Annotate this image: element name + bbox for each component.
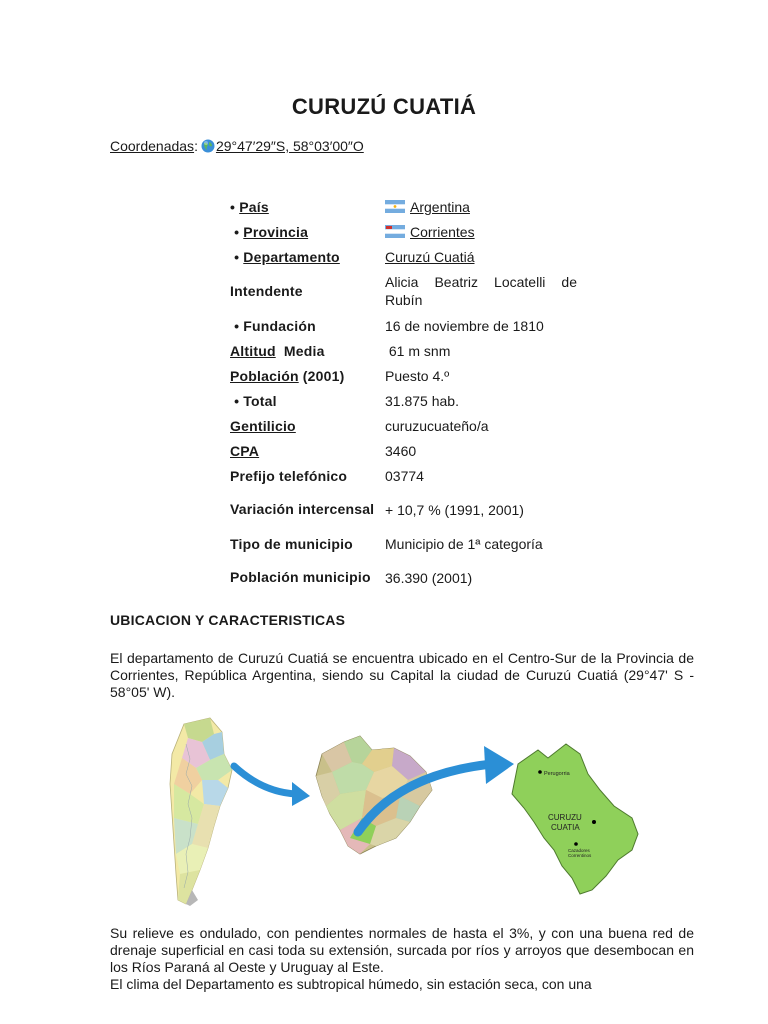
map-label-cuatia: CUATIA xyxy=(551,823,580,832)
argentina-flag-icon xyxy=(385,200,405,213)
info-key: Altitud Media xyxy=(230,342,325,359)
globe-icon xyxy=(201,139,215,156)
info-key: Población (2001) xyxy=(230,367,345,384)
cpa-link[interactable]: CPA xyxy=(230,442,260,459)
pais-value-link[interactable]: Argentina xyxy=(410,198,470,215)
paragraph-relief: Su relieve es ondulado, con pendientes normales de hasta el 3%, y con una buena red de drenaje superficial en casi toda su extensión, surcada por ríos y arroyos que desembocan en los Ríos Paraná al Oeste y Uruguay al Este. xyxy=(110,925,694,975)
map-label-correntinos: Correntinos xyxy=(568,853,592,858)
info-key xyxy=(226,438,385,463)
info-key: Variación intercensal xyxy=(230,501,375,517)
map-label-cazadores: Cazadores xyxy=(568,848,590,853)
info-key: • País xyxy=(230,198,269,215)
info-value: + 10,7 % (1991, 2001) xyxy=(385,501,524,518)
section-heading: UBICACION Y CARACTERISTICAS xyxy=(110,612,346,628)
info-row-total xyxy=(226,388,577,413)
provincia-value-link[interactable]: Corrientes xyxy=(410,223,475,240)
info-key: Prefijo telefónico xyxy=(230,467,348,484)
info-value: 3460 xyxy=(385,442,417,459)
info-value: Puesto 4.º xyxy=(385,367,450,384)
poblacion-link[interactable]: Población xyxy=(230,367,299,384)
gentilicio-link[interactable]: Gentilicio xyxy=(230,417,296,434)
corrientes-province-map xyxy=(316,736,432,854)
arrow-1-head xyxy=(292,782,310,806)
info-value: 03774 xyxy=(385,467,424,484)
arrow-1 xyxy=(234,766,296,794)
map-label-curuzu: CURUZU xyxy=(548,813,582,822)
info-row-provincia xyxy=(226,219,577,244)
info-value: Alicia Beatriz Locatelli de Rubín xyxy=(385,274,577,308)
coordinates-label-link[interactable]: Coordenadas xyxy=(110,138,195,154)
info-key: • Fundación xyxy=(234,317,316,334)
argentina-map xyxy=(170,718,232,906)
info-row-intendente xyxy=(226,269,577,313)
info-key: • Departamento xyxy=(230,248,340,265)
departamento-value-link[interactable]: Curuzú Cuatiá xyxy=(385,248,475,265)
info-value: 16 de noviembre de 1810 xyxy=(385,317,544,334)
info-key: • Provincia xyxy=(230,223,309,240)
departamento-link[interactable]: Departamento xyxy=(243,248,340,265)
info-row-cpa xyxy=(226,438,577,463)
info-row-poblacion-municipio xyxy=(226,556,577,599)
paragraph-location: El departamento de Curuzú Cuatiá se encuentra ubicado en el Centro-Sur de la Provincia de Corrientes, República Argentina, siendo su Capital la ciudad de Curuzú Cuatiá (29°47' S - 58°05' W). xyxy=(110,650,694,700)
info-key: Intendente xyxy=(230,283,303,299)
info-row-fundacion xyxy=(226,313,577,338)
info-value: 61 m snm xyxy=(388,342,451,359)
info-value xyxy=(385,194,577,219)
location-map-figure xyxy=(162,714,642,906)
info-row-variacion xyxy=(226,488,577,531)
info-row-gentilicio xyxy=(226,413,577,438)
info-row-altitud xyxy=(226,338,577,363)
info-value: curuzucuateño/a xyxy=(385,417,489,434)
coordinates-value-link[interactable]: 29°47′29″S, 58°03′00″O xyxy=(215,138,364,154)
info-key: Tipo de municipio xyxy=(230,535,353,552)
info-table xyxy=(226,194,577,599)
paragraph-climate: El clima del Departamento es subtropical húmedo, sin estación seca, con una xyxy=(110,976,592,992)
info-row-departamento xyxy=(226,244,577,269)
info-row-tipo xyxy=(226,531,577,556)
page-title: CURUZÚ CUATIÁ xyxy=(291,94,477,119)
provincia-link[interactable]: Provincia xyxy=(243,223,309,240)
info-row-prefijo xyxy=(226,463,577,488)
info-key: • Total xyxy=(234,392,277,409)
info-value: 36.390 (2001) xyxy=(385,569,473,586)
info-value xyxy=(385,244,577,269)
info-key: Población municipio xyxy=(230,569,371,585)
info-value: Municipio de 1ª categoría xyxy=(385,535,543,552)
altitud-link[interactable]: Altitud xyxy=(230,342,276,359)
corrientes-flag-icon xyxy=(385,225,405,238)
info-value xyxy=(385,219,577,244)
info-key xyxy=(226,413,385,438)
pais-link[interactable]: País xyxy=(239,198,269,215)
info-value: 31.875 hab. xyxy=(385,392,459,409)
map-label-perugorria: Perugorria xyxy=(544,771,570,777)
arrow-2-head xyxy=(484,746,514,784)
coordinates-line: Coordenadas: 29°47′29″S, 58°03′00″O xyxy=(110,138,364,154)
info-row-poblacion xyxy=(226,363,577,388)
info-row-pais xyxy=(226,194,577,219)
